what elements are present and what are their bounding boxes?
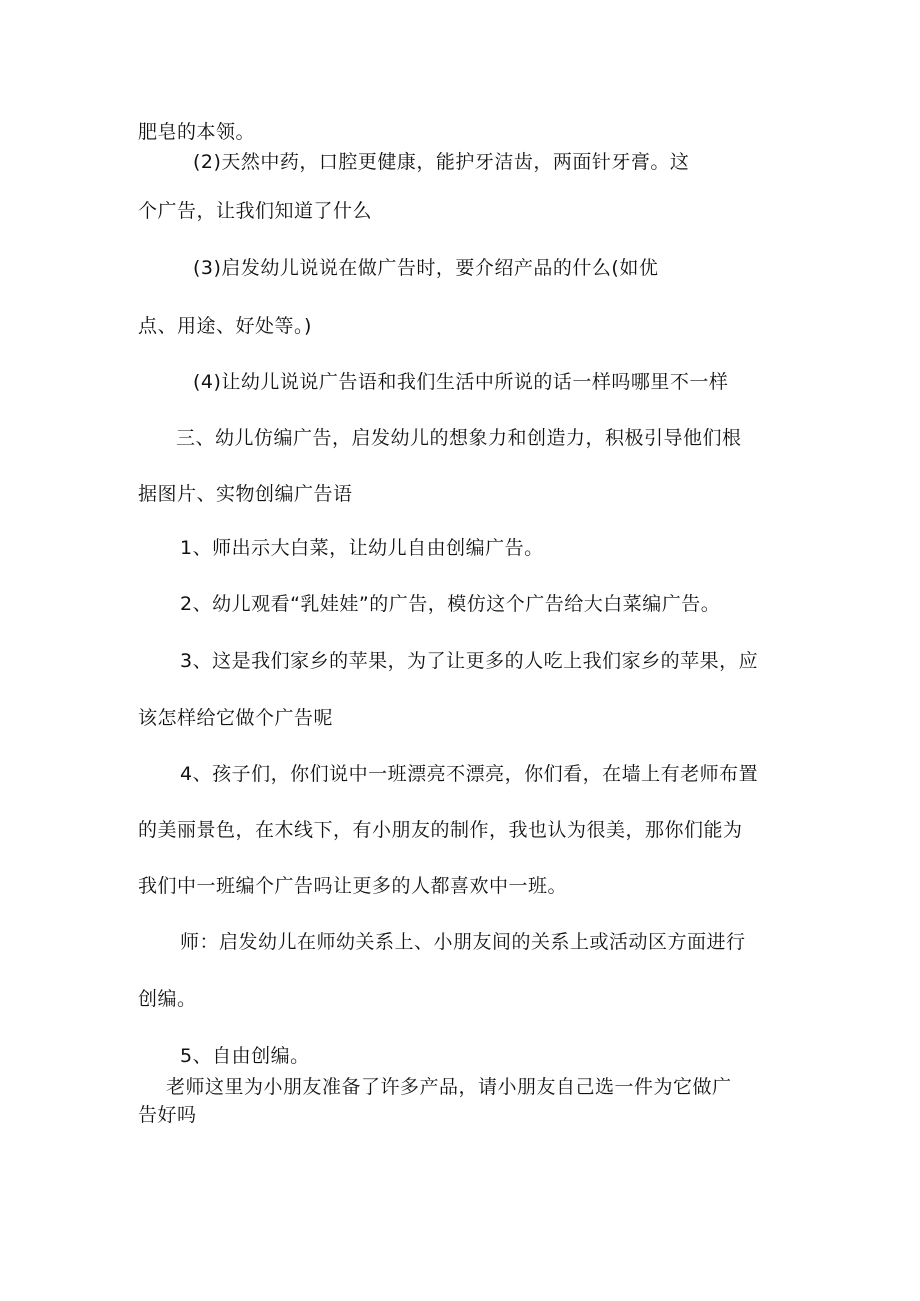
text-line: 1、师出示大白菜，让幼儿自由创编广告。	[180, 537, 544, 559]
text-line: 的美丽景色，在木线下，有小朋友的制作，我也认为很美，那你们能为	[138, 819, 743, 841]
text-line: 3、这是我们家乡的苹果，为了让更多的人吃上我们家乡的苹果，应	[180, 650, 759, 672]
text-line: 该怎样给它做个广告呢	[138, 707, 334, 729]
text-line: 点、用途、好处等。)	[138, 315, 312, 337]
text-line: 师：启发幼儿在师幼关系上、小朋友间的关系上或活动区方面进行	[180, 931, 746, 953]
text-line: 告好吗	[138, 1104, 197, 1126]
text-line: (2)天然中药，口腔更健康，能护牙洁齿，两面针牙膏。这	[193, 151, 690, 173]
text-line: 我们中一班编个广告吗让更多的人都喜欢中一班。	[138, 875, 568, 897]
text-line: (3)启发幼儿说说在做广告时，要介绍产品的什么(如优	[193, 257, 659, 279]
text-line: 据图片、实物创编广告语	[138, 483, 353, 505]
text-line: 5、自由创编。	[180, 1045, 310, 1067]
text-line: 老师这里为小朋友准备了许多产品，请小朋友自己选一件为它做广	[166, 1076, 732, 1098]
text-line: 个广告，让我们知道了什么	[138, 200, 373, 222]
text-line: 4、孩子们，你们说中一班漂亮不漂亮，你们看，在墙上有老师布置	[180, 763, 759, 785]
text-line: 三、幼儿仿编广告，启发幼儿的想象力和创造力，积极引导他们根	[176, 427, 742, 449]
text-line: 肥皂的本领。	[138, 121, 256, 143]
text-line: (4)让幼儿说说广告语和我们生活中所说的话一样吗哪里不一样	[193, 371, 729, 393]
text-line: 创编。	[138, 988, 197, 1010]
text-line: 2、幼儿观看“乳娃娃”的广告，模仿这个广告给大白菜编广告。	[180, 593, 721, 615]
